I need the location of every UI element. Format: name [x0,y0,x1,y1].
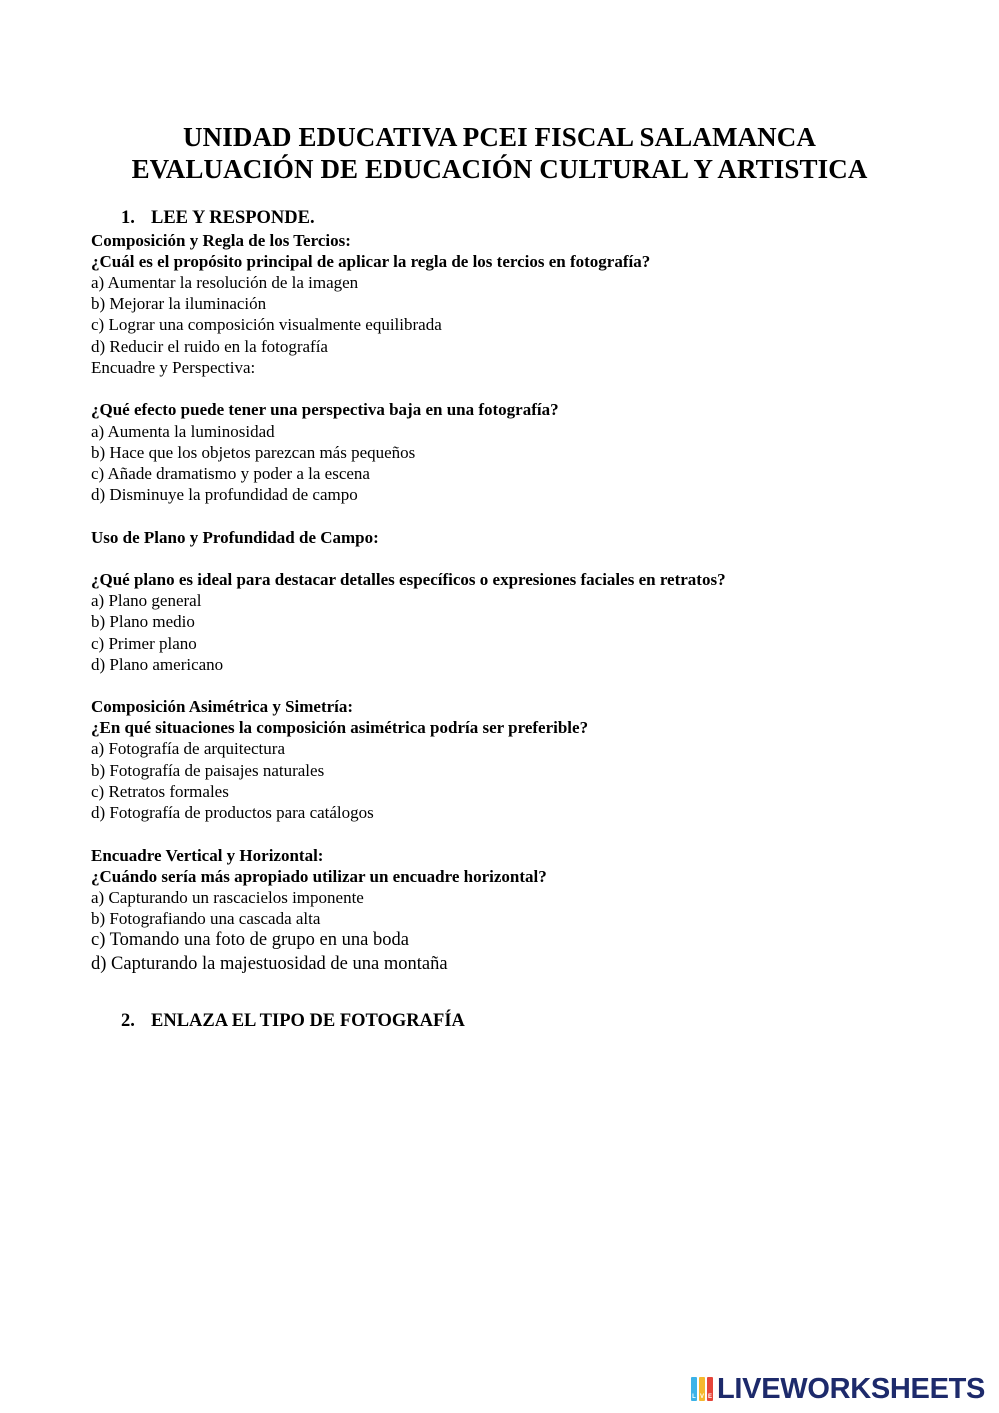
section-2-title: ENLAZA EL TIPO DE FOTOGRAFÍA [151,1011,465,1031]
q2-option-c[interactable]: c) Añade dramatismo y poder a la escena [91,464,370,483]
svg-text:E: E [707,1394,713,1400]
section-1-title: LEE Y RESPONDE. [151,208,315,228]
q4-option-c[interactable]: c) Retratos formales [91,782,229,801]
q1-option-a[interactable]: a) Aumentar la resolución de la imagen [91,273,359,292]
q1-option-b[interactable]: b) Mejorar la iluminación [91,294,267,313]
q4-option-d[interactable]: d) Fotografía de productos para catálogos [91,803,374,822]
q2-option-d[interactable]: d) Disminuye la profundidad de campo [91,485,358,504]
q2-topic: Encuadre y Perspectiva: [91,358,256,377]
q4-option-a[interactable]: a) Fotografía de arquitectura [91,739,285,758]
q5-option-a[interactable]: a) Capturando un rascacielos imponente [91,888,364,907]
section-1-number: 1. [121,208,135,228]
q5-topic: Encuadre Vertical y Horizontal: [91,846,324,865]
liveworksheets-mark-icon [690,1375,714,1403]
q3-question: ¿Qué plano es ideal para destacar detalles específicos o expresiones faciales en retratos? [91,570,726,589]
q5-option-d[interactable]: d) Capturando la majestuosidad de una montaña [91,954,448,974]
q4-option-b[interactable]: b) Fotografía de paisajes naturales [91,761,325,780]
svg-text:L: L [692,1394,696,1400]
q2-question: ¿Qué efecto puede tener una perspectiva baja en una fotografía? [91,400,559,419]
q5-option-b[interactable]: b) Fotografiando una cascada alta [91,909,321,928]
document-title-line-2: EVALUACIÓN DE EDUCACIÓN CULTURAL Y ARTISTICA [131,154,868,184]
section-2-heading [121,1010,465,1032]
q1-option-d[interactable]: d) Reducir el ruido en la fotografía [91,337,328,356]
q4-question: ¿En qué situaciones la composición asimétrica podría ser preferible? [91,718,589,737]
q1-option-c[interactable]: c) Lograr una composición visualmente equilibrada [91,315,442,334]
q2-option-a[interactable]: a) Aumenta la luminosidad [91,422,275,441]
section-2-number: 2. [121,1011,135,1031]
document-title-line-1: UNIDAD EDUCATIVA PCEI FISCAL SALAMANCA [183,122,816,152]
q5-option-c[interactable]: c) Tomando una foto de grupo en una boda [91,930,409,950]
q3-option-a[interactable]: a) Plano general [91,591,202,610]
section-1-heading [121,207,315,229]
q3-topic: Uso de Plano y Profundidad de Campo: [91,528,379,547]
liveworksheets-logo-text: LIVEWORKSHEETS [717,1372,986,1405]
q1-topic: Composición y Regla de los Tercios: [91,231,351,250]
q3-option-c[interactable]: c) Primer plano [91,634,197,653]
q1-question: ¿Cuál es el propósito principal de aplicar la regla de los tercios en fotografía? [91,252,651,271]
q2-option-b[interactable]: b) Hace que los objetos parezcan más pequeños [91,443,416,462]
q5-question: ¿Cuándo sería más apropiado utilizar un encuadre horizontal? [91,867,547,886]
q4-topic: Composición Asimétrica y Simetría: [91,697,354,716]
svg-text:V: V [699,1394,705,1400]
q3-option-d[interactable]: d) Plano americano [91,655,224,674]
liveworksheets-logo [690,1373,985,1405]
q3-option-b[interactable]: b) Plano medio [91,612,195,631]
